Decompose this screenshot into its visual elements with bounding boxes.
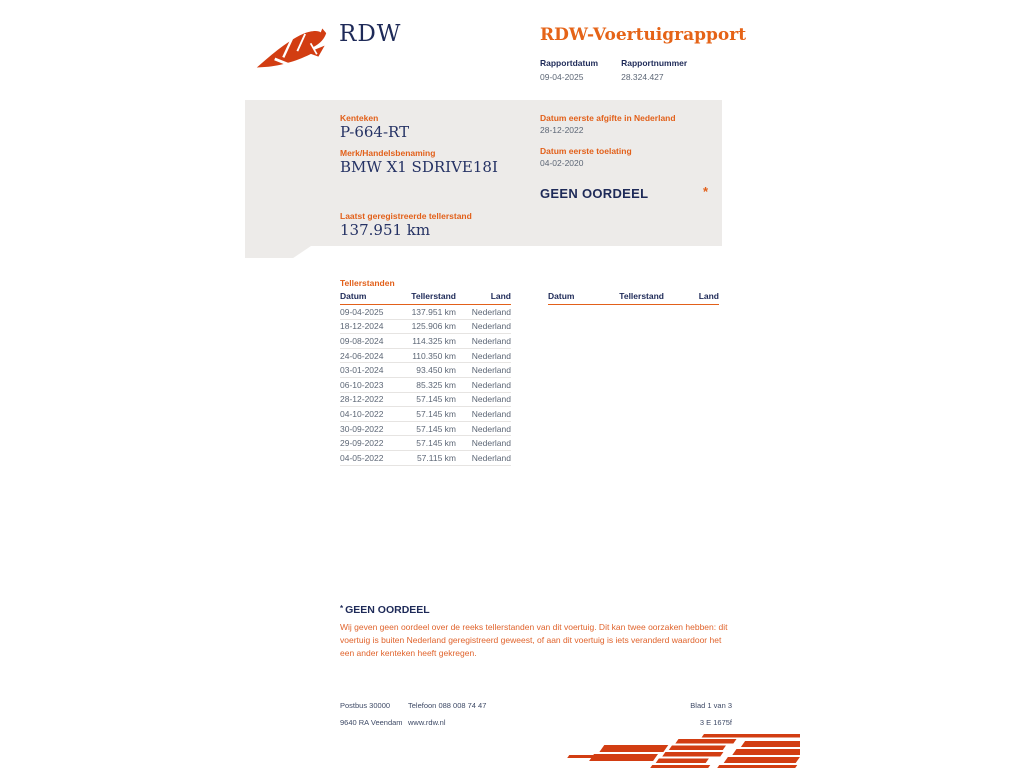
table-row — [340, 392, 511, 407]
row-date: 28-12-2022 — [340, 392, 405, 407]
afgifte-label: Datum eerste afgifte in Nederland — [540, 113, 676, 123]
row-date: 09-08-2024 — [340, 334, 405, 349]
kenteken-label: Kenteken — [340, 113, 379, 123]
kenteken-value: P-664-RT — [340, 123, 410, 141]
oordeel-verdict: GEEN OORDEEL — [540, 186, 649, 201]
rdw-wing-logo-icon — [256, 24, 334, 72]
row-date: 06-10-2023 — [340, 377, 405, 392]
row-country: Nederland — [456, 392, 511, 407]
row-date: 04-05-2022 — [340, 450, 405, 465]
row-odometer: 57.145 km — [405, 407, 456, 422]
report-number-label: Rapportnummer — [621, 58, 688, 68]
row-date: 09-04-2025 — [340, 305, 405, 320]
report-date-value: 09-04-2025 — [540, 72, 584, 82]
footnote-text: Wij geven geen oordeel over de reeks tellerstanden van dit voertuig. Dit kan twee oorzaken hebben: dit voertuig is buiten Nederland geregistreerd geweest, of aan dit voertuig is iets veranderd waardoor het een ander kenteken heeft gekregen. — [340, 622, 728, 658]
footnote-title-text: GEEN OORDEEL — [345, 604, 430, 616]
teller-table-left — [340, 290, 511, 466]
row-odometer: 110.350 km — [405, 348, 456, 363]
row-date: 18-12-2024 — [340, 319, 405, 334]
row-country: Nederland — [456, 377, 511, 392]
table-row — [340, 319, 511, 334]
merk-value: BMW X1 SDRIVE18I — [340, 158, 498, 176]
column-header: Tellerstand — [405, 290, 456, 305]
row-country: Nederland — [456, 348, 511, 363]
toelating-label: Datum eerste toelating — [540, 146, 632, 156]
row-odometer: 114.325 km — [405, 334, 456, 349]
column-header: Land — [456, 290, 511, 305]
row-date: 04-10-2022 — [340, 407, 405, 422]
tellerstanden-section-title: Tellerstanden — [340, 278, 395, 288]
table-row — [340, 450, 511, 465]
row-country: Nederland — [456, 334, 511, 349]
brand-wordmark: RDW — [339, 21, 402, 47]
column-header: Tellerstand — [613, 290, 664, 305]
footer-website-link[interactable]: www.rdw.nl — [408, 718, 446, 727]
column-header: Land — [664, 290, 719, 305]
merk-label: Merk/Handelsbenaming — [340, 148, 436, 158]
row-date: 24-06-2024 — [340, 348, 405, 363]
row-country: Nederland — [456, 450, 511, 465]
vehicle-summary-box — [245, 100, 722, 246]
row-odometer: 137.951 km — [405, 305, 456, 320]
table-header-row — [340, 290, 511, 305]
table-row — [340, 436, 511, 451]
toelating-value: 04-02-2020 — [540, 158, 584, 168]
afgifte-value: 28-12-2022 — [540, 125, 584, 135]
tellerstanden-tables — [340, 290, 719, 466]
tellerstand-label: Laatst geregistreerde tellerstand — [340, 211, 472, 221]
footnote-title — [340, 604, 430, 616]
report-meta — [540, 58, 687, 82]
page-footer — [340, 701, 732, 727]
report-date-label: Rapportdatum — [540, 58, 599, 68]
footnote-asterisk: * — [340, 604, 344, 613]
table-row — [340, 407, 511, 422]
row-odometer: 57.145 km — [405, 392, 456, 407]
teller-table-right — [548, 290, 719, 466]
footer-address-1: Postbus 30000 — [340, 701, 391, 710]
row-odometer: 125.906 km — [405, 319, 456, 334]
column-header: Datum — [548, 290, 613, 305]
table-header-row — [548, 290, 719, 305]
footer-phone: Telefoon 088 008 74 47 — [408, 701, 487, 710]
row-date: 30-09-2022 — [340, 421, 405, 436]
summary-box-tab — [245, 246, 311, 258]
report-title: RDW-Voertuigrapport — [540, 25, 747, 45]
row-odometer: 85.325 km — [405, 377, 456, 392]
row-country: Nederland — [456, 421, 511, 436]
row-country: Nederland — [456, 436, 511, 451]
footer-form-code: 3 E 1675f — [699, 718, 732, 727]
footer-page-number: Blad 1 van 3 — [690, 701, 732, 710]
row-country: Nederland — [456, 363, 511, 378]
report-number-value: 28.324.427 — [621, 72, 664, 82]
table-row — [340, 348, 511, 363]
row-date: 03-01-2024 — [340, 363, 405, 378]
column-header: Datum — [340, 290, 405, 305]
table-row — [340, 377, 511, 392]
row-date: 29-09-2022 — [340, 436, 405, 451]
rdw-stripe-art-decoration — [538, 734, 800, 768]
row-odometer: 93.450 km — [405, 363, 456, 378]
table-row — [340, 305, 511, 320]
oordeel-asterisk: * — [703, 184, 709, 199]
row-odometer: 57.115 km — [405, 450, 456, 465]
row-country: Nederland — [456, 305, 511, 320]
table-row — [340, 334, 511, 349]
row-odometer: 57.145 km — [405, 421, 456, 436]
row-country: Nederland — [456, 319, 511, 334]
table-row — [340, 363, 511, 378]
table-row — [340, 421, 511, 436]
row-odometer: 57.145 km — [405, 436, 456, 451]
row-country: Nederland — [456, 407, 511, 422]
footer-address-2: 9640 RA Veendam — [340, 718, 403, 727]
tellerstand-value: 137.951 km — [340, 221, 431, 239]
